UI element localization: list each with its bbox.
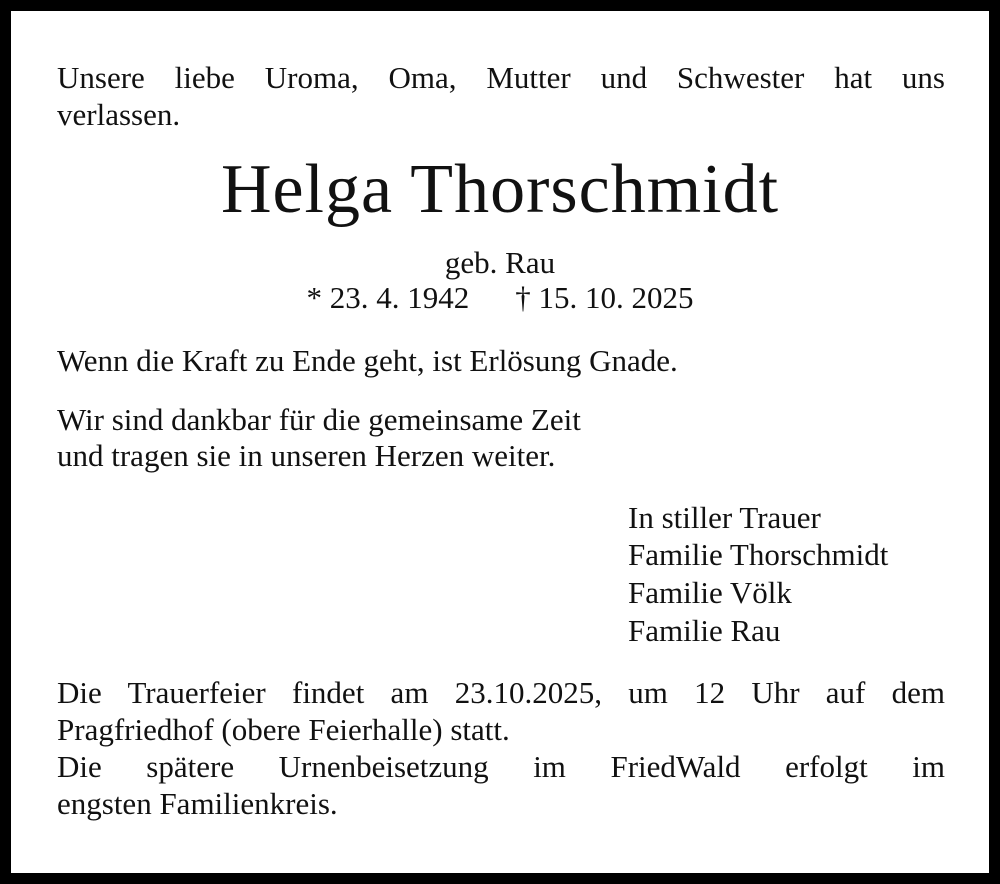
quote: Wenn die Kraft zu Ende geht, ist Erlösung Gnade. <box>57 343 678 378</box>
mourner-family: Familie Völk <box>628 575 792 610</box>
funeral-line-3: Die spätere Urnenbeisetzung im FriedWald erfolgt im <box>57 749 945 784</box>
gratitude-line-2: und tragen sie in unseren Herzen weiter. <box>57 438 556 473</box>
gratitude-line-1: Wir sind dankbar für die gemeinsame Zeit <box>57 402 581 437</box>
mourner-family: Familie Rau <box>628 613 781 648</box>
intro-line-1: Unsere liebe Uroma, Oma, Mutter und Schwester hat uns <box>57 60 945 95</box>
mourner-family: Familie Thorschmidt <box>628 537 889 572</box>
deceased-name: Helga Thorschmidt <box>220 151 780 228</box>
intro-line-2: verlassen. <box>57 97 181 132</box>
funeral-line-1: Die Trauerfeier findet am 23.10.2025, um 12 Uhr auf dem <box>57 675 945 710</box>
funeral-line-2: Pragfriedhof (obere Feierhalle) statt. <box>57 712 510 747</box>
birth-date: * 23. 4. 1942 <box>306 280 470 315</box>
mourners-heading: In stiller Trauer <box>628 500 821 535</box>
life-dates <box>11 279 989 316</box>
funeral-line-4: engsten Familienkreis. <box>57 786 338 821</box>
death-date: † 15. 10. 2025 <box>515 280 694 315</box>
maiden-name: geb. Rau <box>444 245 556 280</box>
